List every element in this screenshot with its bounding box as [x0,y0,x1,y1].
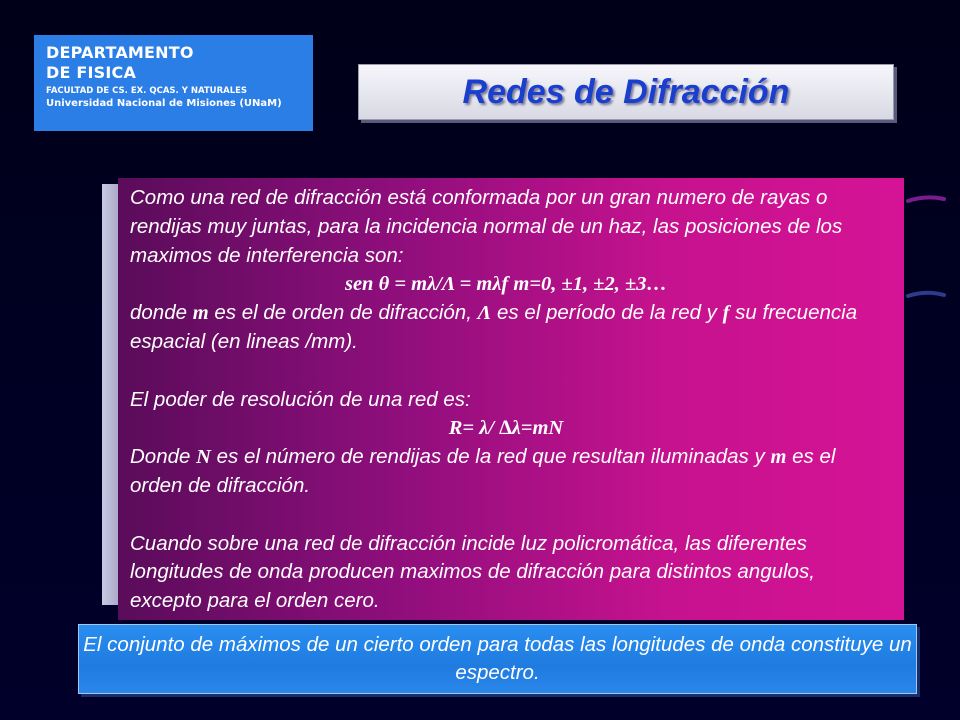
slide-title-box [358,64,894,120]
text-fragment: su frecuencia espacial (en lineas /mm). [130,301,858,353]
symbol-m: m [192,302,209,325]
formula-resolving-power: R= λ/ ∆λ=mN [448,417,564,440]
slide-title: Redes de Difracción [462,73,790,111]
paragraph-polychromatic: Cuando sobre una red de difracción incide luz policromática, las diferentes longitudes de onda producen maximos de difracción para distintos angulos, excepto para el orden cero. [130,531,815,613]
text-fragment: Donde [130,445,197,469]
department-university: Universidad Nacional de Misiones (UNaM) [46,98,282,109]
spectrum-definition-text: El conjunto de máximos de un cierto orden para todas las longitudes de onda constituye un espectro. [83,633,912,684]
text-fragment: es el número de rendijas de la red que resultan iluminadas y [210,445,771,469]
department-logo-block [34,35,313,131]
decorative-swoosh-icon [906,193,946,207]
content-panel [118,178,904,620]
paragraph-resolution-definitions [130,443,882,501]
department-faculty: FACULTAD DE CS. EX. QCAS. Y NATURALES [46,86,248,96]
text-fragment: es el período de la red y [491,301,723,325]
spectrum-definition-box [78,624,917,694]
symbol-f: f [722,302,730,325]
paragraph-gap [130,357,882,386]
decorative-swoosh-icon [906,288,946,302]
symbol-period: Λ [477,302,492,325]
text-fragment: es el de orden de difracción, [208,301,478,325]
text-fragment: es el orden de difracción. [130,445,836,497]
paragraph-intro: Como una red de difracción está conformada por un gran numero de rayas o rendijas muy juntas, para la incidencia normal de un haz, las posiciones de los maximos de interferencia son: [130,186,843,267]
department-line-1: DEPARTAMENTO [46,43,194,62]
formula-grating-equation: sen θ = mλ/Λ = mλf m=0, ±1, ±2, ±3… [344,273,667,296]
department-line-2: DE FISICA [46,63,137,82]
text-fragment: donde [130,301,193,325]
symbol-N: N [196,446,211,469]
paragraph-definitions [130,299,882,357]
paragraph-resolution-intro: El poder de resolución de una red es: [130,387,471,411]
paragraph-gap [130,501,882,530]
symbol-m: m [770,446,787,469]
